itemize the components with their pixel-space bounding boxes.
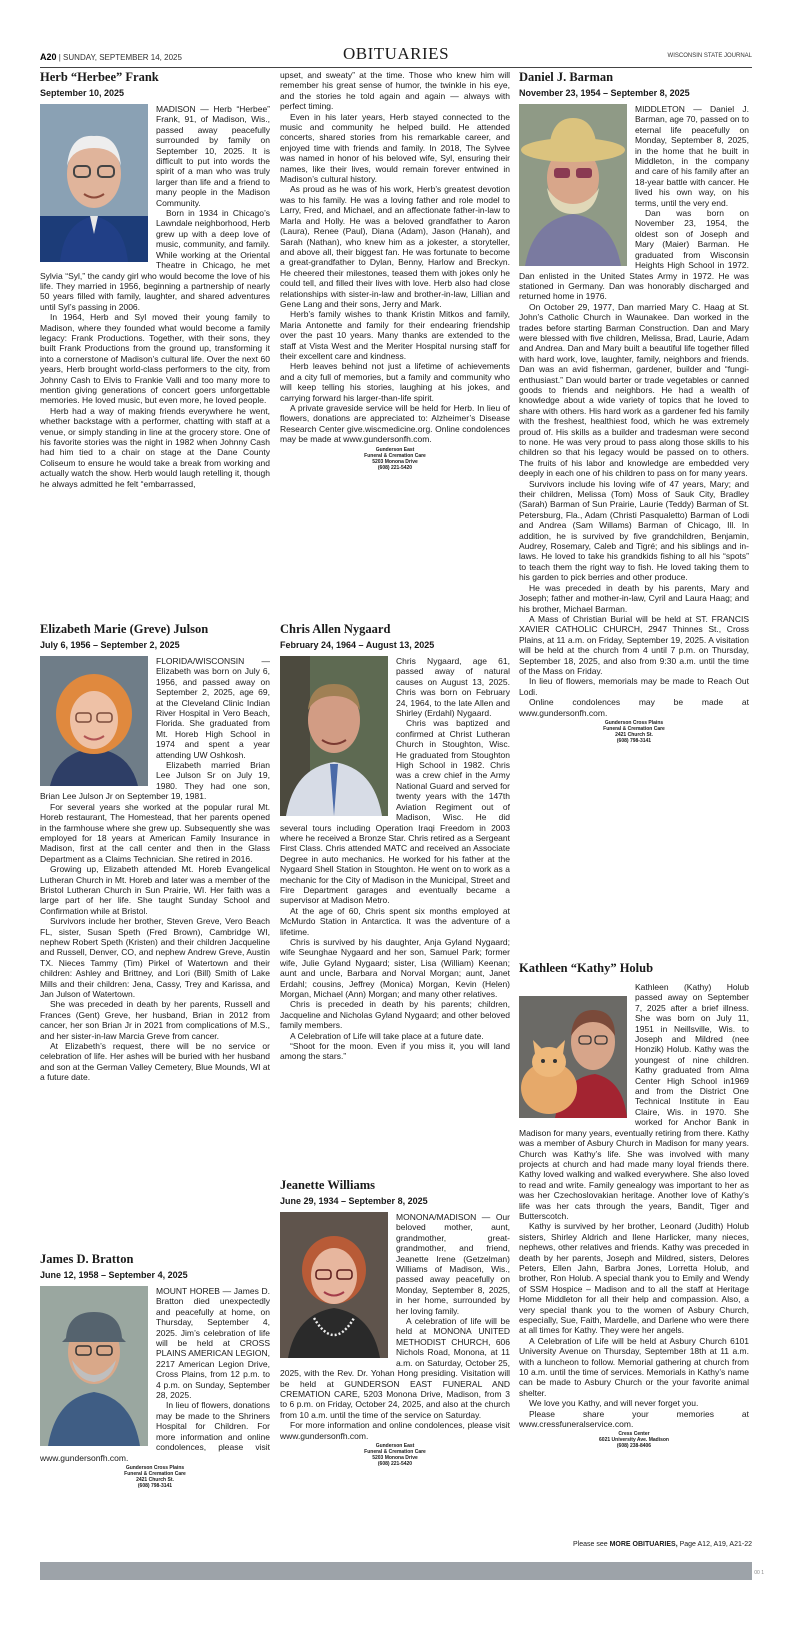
obit-nygaard — [280, 622, 510, 1062]
obit-holub — [519, 961, 749, 1449]
funeral-home-address: 5203 Monona Drive — [372, 458, 418, 465]
funeral-home-logo — [519, 1431, 749, 1449]
obit-paragraph: FLORIDA/WISCONSIN — Elizabeth was born on July 6, 1956, and passed away on September 2, 2025, age 69, at the Cleveland Clinic Indian River Hospital in Vero Beach, Florida. She graduated from Mt. Horeb High School in 1974 and spent a year attending UW Oshkosh. — [156, 656, 270, 760]
portrait-photo — [40, 1286, 148, 1446]
obit-paragraph: Herb leaves behind not just a lifetime of achievements and a city full of memories, but a family and community who will keep telling his stories, laughing at his jokes, and carrying forward his larger-than-life spirit. — [280, 361, 510, 403]
obit-paragraph: Elizabeth married Brian Lee Julson Sr on July 19, 1980. They had one son, Brian Lee Julson Jr on September 19, 1981. — [40, 760, 270, 802]
obit-paragraph: Survivors include his loving wife of 47 years, Mary; and their children, Melissa (Tom) Moss of Sauk City, Bradley (Sarah) Barman of Sun Prairie, Laurie (Teddy) Barman of St. Petersburg, Fla., Adam (Christi Pasqualetto) Barman of Lodi and Andrea (Sam Willams) Barman of Chicago, Ill. In addition, he is survived by five grandchildren, Benjamin, Audrey, Rosemary, Caleb and Tigré; and his siblings and in-laws. He loved to take his grandkids fishing to all his “spots” to teach them the right way to fish. He loved taking them to his garden to pick berries and other produce. — [519, 478, 749, 583]
obit-paragraph: upset, and sweaty” at the time. Those who knew him will remember his great sense of humor, the twinkle in his eye, and the stories he told again and again — always with perfect timing. — [280, 70, 510, 112]
portrait-photo — [519, 996, 627, 1118]
funeral-home-logo — [519, 720, 749, 744]
section-title: OBITUARIES — [342, 44, 450, 63]
funeral-home-name: Cress Center — [618, 1431, 650, 1438]
obit-name: Daniel J. Barman — [519, 70, 614, 84]
funeral-home-name: Gunderson Cross Plains — [125, 1464, 185, 1471]
obit-paragraph: MADISON — Herb “Herbee” Frank, 91, of Madison, Wis., passed away peacefully surrounded by family on September 10, 2025. It is difficult to put into words the spirit of a man who was truly larger than life and a friend to many people in the Madison Community. — [156, 104, 270, 208]
obit-name: James D. Bratton — [40, 1252, 134, 1266]
obit-name: Kathleen “Kathy” Holub — [519, 961, 654, 975]
obit-paragraph: Chris is preceded in death by his parents; children, Jacqueline and Nicholas Gyland Nygaard; and other beloved family members. — [280, 999, 510, 1031]
obit-paragraph: A Mass of Christian Burial will be held at ST. FRANCIS XAVIER CATHOLIC CHURCH, 2947 Thinnes St., Cross Plains, at 11 a.m. on Friday, September 19, 2025. A visitation will be held at the church from 4 until 7 p.m. on Thursday, September 18, 2025, and also from 9:30 a.m. until the time of the Mass on Friday. — [519, 613, 749, 676]
obit-dates: November 23, 1954 – September 8, 2025 — [519, 88, 690, 98]
obit-paragraph: Chris was baptized and confirmed at Christ Lutheran Church in Stoughton, Wisc. He graduated from Stoughton High School in 1982. Chris was a crew chief in the Army National Guard and served for twenty years with the 147th Aviation Regiment out of Madison, Wisc. He did several tours including Operation Iraqi Freedom in 2003 where he received a Bronze Star. Chris retired as a Sergeant First Class. Chris attended MATC and received an Associate Degree in auto mechanics. He worked for his father at the Nygaard Shell Station in Stoughton. He went on to work as a mechanic for the City of Madison in the Municipal, Street and Fire Department garages and eventually became a supervisor at Madison Metro. — [280, 718, 510, 906]
obit-dates: February 24, 1964 – August 13, 2025 — [280, 640, 435, 650]
obit-dates: July 6, 1956 – September 2, 2025 — [40, 640, 180, 650]
obit-paragraph: In lieu of flowers, memorials may be made to Reach Out Lodi. — [519, 676, 749, 697]
obit-paragraph: MONONA/MADISON — Our beloved mother, aunt, grandmother, great-grandmother, and friend, Jeanette Irene (Getzelman) Williams of Madison, Wis., passed away peacefully on Monday, September 8, 2025, in her home, surrounded by her loving family. — [396, 1212, 510, 1316]
obit-paragraph: He was preceded in death by his parents, Mary and Joseph; father and mother-in-law, Cyril and Laura Haag; and his brother, Michael Barman. — [519, 582, 749, 614]
obit-paragraph: Please share your memories at www.cressfuneralservice.com. — [519, 1408, 749, 1430]
more-obituaries-note — [573, 1541, 752, 1548]
obit-name: Jeanette Williams — [280, 1178, 376, 1192]
obit-paragraph: MOUNT HOREB — James D. Bratton died unexpectedly and peacefully at home, on Thursday, September 4, 2025. Jim’s celebration of life will be held at CROSS PLAINS AMERICAN LEGION, 2217 American Legion Drive, Cross Plains, from 12 p.m. to 4 p.m. on Sunday, September 28, 2025. — [156, 1286, 270, 1401]
obit-dates: June 29, 1934 – September 8, 2025 — [280, 1196, 428, 1206]
funeral-home-phone: (608) 798-3141 — [137, 1482, 173, 1489]
obit-name: Herb “Herbee” Frank — [40, 70, 159, 84]
note-pages: Page A12, A19, A21-22 — [679, 1541, 752, 1548]
funeral-home-phone: (608) 221-5420 — [377, 464, 413, 471]
obit-bratton — [40, 1252, 270, 1489]
obit-paragraph: A celebration of life will be held at MONONA UNITED METHODIST CHURCH, 606 Nichols Road, Monona, at 11 a.m. on Saturday, October 25, 2025, with the Rev. Dr. Yohan Hong presiding. Visitation will be held at GUNDERSON EAST FUNERAL AND CREMATION CARE, 5203 Monona Drive, Madison, from 3 to 6 p.m. on Friday, October 24, 2025, and also at the church from 10 a.m. until the time of the service on Saturday. — [280, 1316, 510, 1420]
obit-paragraph: She was preceded in death by her parents, Russell and Frances (Gent) Greve, her husband, Brian in 2012 from cancer, her son Brian Jr in 2021 from complications of M.S., and her sister-in-law Marcia Greve from cancer. — [40, 999, 270, 1041]
obit-paragraph: MIDDLETON — Daniel J. Barman, age 70, passed on to eternal life peacefully on Monday, September 8, 2025, in the home that he built in Middleton, in the company and care of his family after an 18-year battle with cancer. He lived his own way, on his terms, until the very end. — [635, 104, 749, 208]
funeral-home-address: 5203 Monona Drive — [372, 1454, 418, 1461]
funeral-home-address: 2421 Church St. — [615, 731, 653, 738]
portrait-photo — [280, 656, 388, 816]
funeral-home-phone: (608) 221-5420 — [377, 1460, 413, 1467]
funeral-home-address: 6021 University Ave. Madison — [599, 1437, 669, 1444]
funeral-home-name: Gunderson East — [375, 1442, 415, 1449]
obit-paragraph: For several years she worked at the popular rural Mt. Horeb restaurant, The Homestead, that her parents opened in the farmhouse where she grew up. Subsequently she was employed for 18 years at American Family Insurance in Madison, first at the call center and then in the Glass Department as a Claims Technician. She retired in 2016. — [40, 801, 270, 864]
funeral-home-phone: (608) 798-3141 — [616, 737, 652, 744]
obit-paragraph: In 1964, Herb and Syl moved their young family to Madison, where they founded what would become a family legacy: Frank Productions. Together, with their sons, they built Frank Productions from the ground up, transforming it into a cornerstone of Madison’s cultural life. Over the next 60 years, Herb brought world-class performers to the city, from Johnny Cash to Elvis to Frankie Valli and too many more to mention giving generations of concert goers unforgettable memories. He loved music, but even more, he loved people. — [40, 312, 270, 406]
obit-julson — [40, 622, 270, 1083]
page-info: A20 | SUNDAY, SEPTEMBER 14, 2025 — [40, 52, 182, 62]
obit-paragraph: A Celebration of Life will be held at Asbury Church 6101 University Avenue on Thursday, September 18th at 11 a.m. with a luncheon to follow. Memorial gathering at church from 10 a.m. until the time of services. Memorials in Kathy’s name can be made to Asbury Church or the your favorite animal shelter. — [519, 1335, 749, 1398]
funeral-home-tagline: Funeral & Cremation Care — [364, 1448, 426, 1455]
funeral-home-tagline: Funeral & Cremation Care — [364, 452, 426, 459]
obit-paragraph: On October 29, 1977, Dan married Mary C. Haag at St. John’s Catholic Church in Waunakee. Dan worked in the trades before starting Barman Construction. Dan and Mary were blessed with five children, Melissa, Brad, Laurie, Adam and Andrea. Dan and Mary built a beautiful life together filled with hard work, love, laughter, family, neighbors and friends. Dan was an avid fisherman, gardener, builder and “fungi-enthusiast.” Dan would barter or trade vegetables or canned goods to friends and neighbors. He had a wealth of knowledge about a wide variety of topics that he loved to share with others. His hard work as a gardener fed his family with the freshest, healthiest food, which he was extremely proud of. His skills as a builder and tradesman were second to none. He was very proud to pass along those skills to his children so that his legacy would be passed on to others. The fruits of his labor and knowledge are embedded very deeply in each one of his children to pass on for many years. — [519, 301, 749, 479]
obit-paragraph: Survivors include her brother, Steven Greve, Vero Beach FL, sister, Susan Speth (Fred Brown), Cambridge WI, nephew Robert Speth (Kristen) and their children Jacqueline and Russell, Denver, CO, and nephew Andrew Greve, Austin TX. Nieces Tammy (Tim) Pirkel of Watertown and their children: Ashley and Brittney, and Lori (Bill) Smith of Lake Mills and their children: Jena, Cassy, Trey and Karissa, and Jan Julson of Watertown. — [40, 916, 270, 999]
page-header — [40, 44, 752, 68]
portrait-photo — [40, 104, 148, 262]
portrait-photo — [40, 656, 148, 786]
obit-paragraph: Even in his later years, Herb stayed connected to the music and community he helped build. He attended concerts, shared stories from his remarkable career, and enjoyed time with friends and family. In 2018, The Sylvee was named in honor of his beloved wife, Syl, ensuring their names, like their lives, would remain forever entwined in Madison’s cultural history. — [280, 111, 510, 185]
funeral-home-logo — [40, 1465, 270, 1489]
funeral-home-tagline: Funeral & Cremation Care — [124, 1470, 186, 1477]
obit-frank-continued — [280, 70, 510, 471]
footer-bar — [40, 1562, 752, 1580]
obit-paragraph: Chris Nygaard, age 61, passed away of natural causes on August 13, 2025. Chris was born on February 24, 1964, to the late Allen and Shirley (Erdahl) Nygaard. — [396, 656, 510, 719]
portrait-photo — [280, 1212, 388, 1358]
funeral-home-logo — [280, 447, 510, 471]
note-prefix: Please see — [572, 1541, 608, 1548]
obit-paragraph: For more information and online condolences, please visit www.gundersonfh.com. — [280, 1420, 510, 1441]
obit-barman — [519, 70, 749, 744]
obit-name: Elizabeth Marie (Greve) Julson — [40, 622, 209, 636]
funeral-home-phone: (608) 238-8406 — [616, 1443, 652, 1450]
obit-paragraph: Kathleen (Kathy) Holub passed away on September 7, 2025 after a brief illness. She was born on July 11, 1951 in Neillsville, Wis. to Joseph and Mildred (nee Honzik) Holub. Kathy was the youngest of nine children. Kathy graduated from Alma Center High School in1969 and from the District One Technical Institute in Eau Claire, Wis. in 1970. She worked for Anchor Bank in Madison for many years, eventually retiring from there. Kathy was a member of Asbury Church in Madison for many years. Church was Kathy’s life. She was involved with many projects at church and had made many loyal friends there. Kathy loved walking and walked everywhere. She also loved to read and write. Family genealogy was important to her as was her Czechoslovakian heritage. Another love of Kathy’s life was her cats through the years, Bandit, Tiger and Butterscotch. — [519, 982, 749, 1221]
note-label: MORE OBITUARIES, — [609, 1541, 678, 1548]
obit-dates: September 10, 2025 — [40, 88, 125, 98]
obit-paragraph: Kathy is survived by her brother, Leonard (Judith) Holub sisters, Shirley Aldrich and Ilene Harlicker, many nieces, nephews, other relatives and friends. Kathy was preceded in death by her parents, Joseph and Mildred, sisters, Delores Peters, Ellen Jahn, Barbra Jones, Lorretta Holub, and brother, Ron Holub. A special thank you to Emily and Wendy of SSM Hospice – Madison and to all the staff at Heritage Home Middleton for all their help and compassion. Also, a very special thank you to the women of Asbury Church, especially, Sue, Faith, Mardelle, and Darlene who were there at all times for Kathy. They were her angels. — [519, 1221, 749, 1336]
obit-paragraph: As proud as he was of his work, Herb’s greatest devotion was to his family. He was a loving father and role model to Larry, Fred, and Michael, and an affectionate father-in-law to Marla and Holly. He was a beloved grandfather to Aaron (Laura), Renee (Paul), Diana (Adam), Jason (Hanah), and Sarah (Nathan), who knew him as a jokester, a storyteller, and above all, their biggest fan. He was fortunate to become a great-grandfather to Dylan, Benny, Harlow and Breckyn. He cheered their milestones, teased them with jokes only he could tell, and filled their lives with love. Herb also had close relationships with sister-in-law and brother-in-law, Lillian and Gene Lang and their sons, Jerry and Mark. — [280, 184, 510, 309]
funeral-home-tagline: Funeral & Cremation Care — [603, 725, 665, 732]
obit-frank — [40, 70, 270, 489]
obit-paragraph: Chris is survived by his daughter, Anja Gyland Nygaard; wife Seunghae Nygaard and her son, Samuel Park; former wife, Julie Gyland Nygaard; sister, Lisa (William) Keenan; aunt and uncle, Barbara and Norval Morgan; aunt, Janet Erdahl; cousins, Jeffrey (Monica) Morgan, Kevin (Helen) Morgan, Michael (Ann) Morgan; and many other relatives. — [280, 936, 510, 999]
funeral-home-name: Gunderson Cross Plains — [604, 719, 664, 726]
obit-paragraph: A Celebration of Life will take place at a future date. — [290, 1030, 484, 1041]
obit-paragraph: Online condolences may be made at www.gundersonfh.com. — [519, 697, 749, 718]
obit-paragraph: We love you Kathy, and will never forget you. — [529, 1398, 699, 1409]
obit-paragraph: Herb’s family wishes to thank Kristin Mitkos and family, Maria Antonette and family for their endearing friendship over the past 10 years. Many thanks are extended to the staff at Vista West and the Meriter Hospital nursing staff for their excellent care and kindness. — [280, 309, 510, 361]
obit-name: Chris Allen Nygaard — [280, 622, 391, 636]
page-code: 00 1 — [754, 1570, 764, 1576]
funeral-home-logo — [280, 1443, 510, 1467]
page-number: A20 — [40, 52, 57, 62]
obit-dates: June 12, 1958 – September 4, 2025 — [40, 1270, 188, 1280]
issue-date: SUNDAY, SEPTEMBER 14, 2025 — [63, 53, 182, 62]
obit-paragraph: Growing up, Elizabeth attended Mt. Horeb Evangelical Lutheran Church in Mt. Horeb and later was a member of the Bristol Lutheran Church in Sun Prairie, WI. Her faith was a large part of her life. She taught Sunday School and Confirmation while at Bristol. — [40, 864, 270, 916]
obit-paragraph: Herb had a way of making friends everywhere he went, whether backstage with a performer, chatting with staff at a venue, or simply standing in line at the grocery store. One of his favorite stories was the night in 1982 when Johnny Cash had him tied to a chair on stage at the Dane County Coliseum to ensure he would take a break from working and actually watch the show. Herb would laugh retelling it, though he always admitted he felt “embarrassed, — [40, 405, 270, 489]
obit-paragraph: In lieu of flowers, donations may be made to the Shriners Hospital for Children. For more information and online condolences, please visit www.gundersonfh.com. — [40, 1400, 270, 1463]
obit-paragraph: Born in 1934 in Chicago’s Lawndale neighborhood, Herb grew up with a deep love of music, community, and family. While working at the Oriental Theatre in Chicago, he met Sylvia “Syl,” the candy girl who would become the love of his life. They married in 1956, beginning a partnership of nearly 50 years filled with family, laughter, and shared adventures until Syl’s passing in 2006. — [40, 208, 270, 312]
funeral-home-name: Gunderson East — [375, 446, 415, 453]
obit-paragraph: Dan was born on November 23, 1954, the oldest son of Joseph and Mary (Maier) Barman. He graduated from Wisconsin Heights High School in 1972. Dan enlisted in the United States Army in 1972. He was stationed in Germany. Dan was honorably discharged and returned home in 1976. — [519, 208, 749, 302]
portrait-photo — [519, 104, 627, 266]
obit-paragraph: At Elizabeth’s request, there will be no service or celebration of life. Her ashes will be buried with her husband and son at the German Valley Cemetery, Blue Mounds, WI at a future date. — [40, 1041, 270, 1083]
obit-paragraph: A private graveside service will be held for Herb. In lieu of flowers, donations are appreciated to: Alzheimer’s Disease Research Center give.wiscmedicine.org. Online condolences may be made at www.gundersonfh.com. — [280, 403, 510, 445]
obit-williams — [280, 1178, 510, 1467]
paper-name: WISCONSIN STATE JOURNAL — [667, 53, 752, 59]
obit-paragraph: “Shoot for the moon. Even if you miss it, you will land among the stars.” — [280, 1041, 510, 1062]
funeral-home-address: 2421 Church St. — [136, 1476, 174, 1483]
obit-paragraph: At the age of 60, Chris spent six months employed at McMurdo Station in Antarctica. It was the adventure of a lifetime. — [280, 905, 510, 937]
